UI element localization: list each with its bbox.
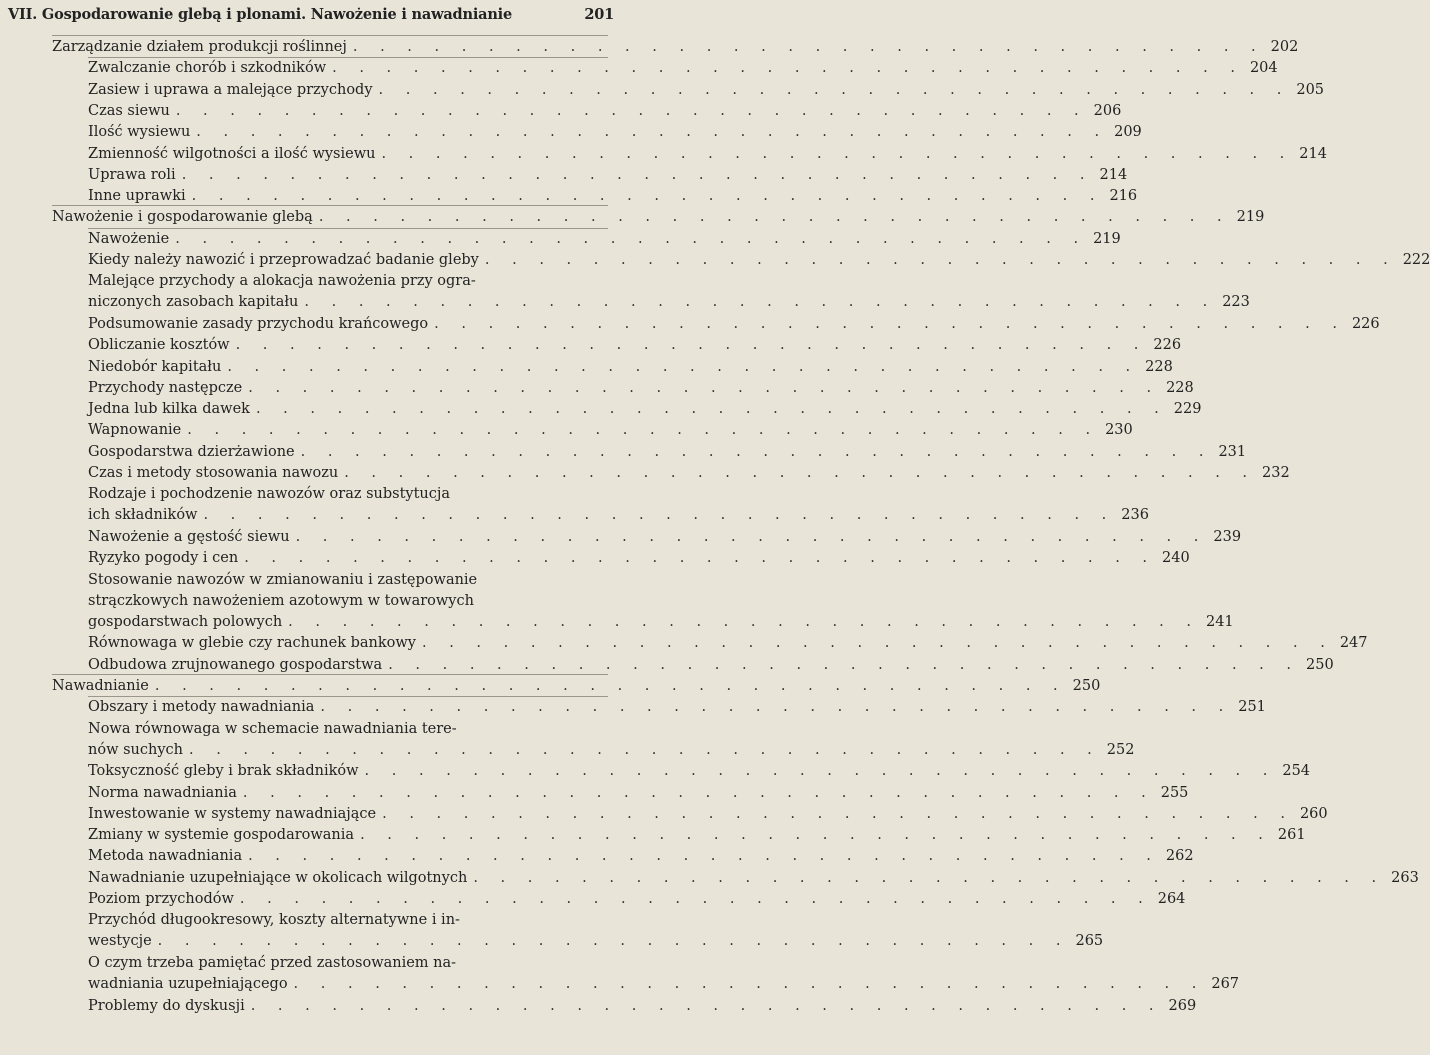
- toc-subsection-entry[interactable]: [88, 122, 1142, 143]
- section-rule: [52, 35, 608, 36]
- toc-entry-title: Zmiany w systemie gospodarowania: [88, 827, 355, 844]
- toc-entry-title: Inwestowanie w systemy nawadniające: [88, 805, 377, 822]
- chapter-title: VII. Gospodarowanie glebą i plonami. Nawożenie i nawadnianie: [8, 6, 513, 23]
- toc-entry-title: Problemy do dyskusji: [88, 997, 245, 1014]
- toc-entry-title: Przychód długookresowy, koszty alternatywne i in-: [88, 912, 460, 929]
- toc-entry-line: [88, 484, 608, 505]
- toc-entry-title: Ryzyko pogody i cen: [88, 550, 239, 567]
- toc-subsection-entry[interactable]: [88, 250, 1430, 271]
- toc-page-number: 226: [1153, 337, 1182, 354]
- toc-leader-dots: . . . . . . . . . . . . . . . . . . . . . . . . . . . . . . . . . .: [248, 848, 1160, 865]
- section-rule: [52, 674, 608, 675]
- toc-entry-title: Czas i metody stosowania nawozu: [88, 465, 339, 481]
- toc-subsection-entry[interactable]: [88, 953, 1240, 995]
- toc-entry-title: Kiedy należy nawozić i przeprowadzać badanie gleby: [88, 252, 479, 268]
- toc-page-number: 236: [1121, 507, 1149, 524]
- toc-page-number: 231: [1218, 443, 1247, 460]
- toc-entry-title: Norma nawadniania: [88, 784, 237, 801]
- toc-entry-title: Podsumowanie zasady przychodu krańcowego: [88, 315, 429, 332]
- toc-page-number: 209: [1114, 124, 1142, 141]
- toc-entry-line: [88, 165, 1128, 186]
- toc-subsection-entry[interactable]: [88, 357, 1173, 378]
- toc-leader-dots: . . . . . . . . . . . . . . . . . . . . . . . . . . . . . . . . . .: [191, 188, 1104, 205]
- toc-entry-title: Poziom przychodów: [88, 891, 234, 907]
- toc-subsection-entry[interactable]: [88, 570, 1234, 633]
- toc-subsection-entry[interactable]: [88, 910, 1104, 952]
- toc-leader-dots: . . . . . . . . . . . . . . . . . . . . . . . . . . . . . . . . . .: [181, 166, 1094, 183]
- toc-page-number: 250: [1072, 678, 1101, 694]
- toc-entry-line: [88, 953, 608, 974]
- chapter-page-number: 201: [584, 6, 614, 23]
- toc-subsection-entry[interactable]: [88, 719, 1135, 761]
- toc-leader-dots: . . . . . . . . . . . . . . . . . . . . . . . . . . . . . . . . . .: [388, 656, 1300, 673]
- toc-page-number: 230: [1105, 422, 1133, 439]
- toc-page-number: 254: [1282, 763, 1311, 780]
- toc-leader-dots: . . . . . . . . . . . . . . . . . . . . . . . . . . . . . . . . . .: [382, 805, 1294, 822]
- toc-leader-dots: . . . . . . . . . . . . . . . . . . . . . . . . . . . . . . . . . .: [422, 635, 1334, 652]
- toc-leader-dots: . . . . . . . . . . . . . . . . . . . . . . . . . . . . . . . . . .: [248, 379, 1161, 396]
- toc-leader-dots: . . . . . . . . . . . . . . . . . . . . . . . . . . . . . . . . . .: [484, 252, 1397, 268]
- toc-subsection-entry[interactable]: [88, 58, 1278, 79]
- toc-leader-dots: . . . . . . . . . . . . . . . . . . . . . . . . . . . . . . . . . .: [295, 528, 1208, 545]
- toc-leader-dots: . . . . . . . . . . . . . . . . . . . . . . . . . . . . . . . . . .: [157, 933, 1070, 950]
- chapter-heading: [8, 6, 614, 23]
- toc-leader-dots: . . . . . . . . . . . . . . . . . . . . . . . . . . . . . . . . . .: [364, 763, 1277, 780]
- toc-entry-line: [88, 633, 1368, 654]
- toc-entry-line: [88, 399, 1202, 420]
- toc-subsection-entry[interactable]: [88, 463, 1290, 484]
- toc-section-entry[interactable]: [52, 207, 1265, 228]
- toc-subsection-entry[interactable]: [88, 165, 1128, 186]
- toc-entry-title: Obliczanie kosztów: [88, 337, 230, 354]
- toc-subsection-entry[interactable]: [88, 527, 1242, 548]
- toc-entry-line: [88, 357, 1173, 378]
- toc-entry-title: Zasiew i uprawa a malejące przychody: [88, 81, 373, 98]
- toc-entry-line: [88, 783, 1189, 804]
- toc-entry-title: Odbudowa zrujnowanego gospodarstwa: [88, 656, 383, 673]
- toc-entry-title: Metoda nawadniania: [88, 848, 243, 865]
- toc-subsection-entry[interactable]: [88, 655, 1334, 676]
- toc-leader-dots: . . . . . . . . . . . . . . . . . . . . . . . . . . . . . . . . . .: [288, 613, 1200, 630]
- toc-entry-line: [88, 122, 1142, 143]
- toc-entry-title: Malejące przychody a alokacja nawożenia przy ogra-: [88, 273, 476, 290]
- toc-entry-line: [88, 825, 1306, 846]
- toc-subsection-entry[interactable]: [88, 548, 1190, 569]
- toc-leader-dots: . . . . . . . . . . . . . . . . . . . . . . . . . . . . . . . . . .: [381, 145, 1294, 162]
- toc-entry-line: [88, 292, 1250, 313]
- toc-subsection-entry[interactable]: [88, 825, 1306, 846]
- toc-entry-line: [88, 910, 608, 931]
- toc-page-number: 226: [1351, 315, 1380, 332]
- toc-subsection-entry[interactable]: [88, 420, 1133, 441]
- toc-leader-dots: . . . . . . . . . . . . . . . . . . . . . . . . . . . . . . . . . .: [235, 337, 1148, 354]
- toc-subsection-entry[interactable]: [88, 442, 1247, 463]
- toc-entry-line: [88, 740, 1135, 761]
- toc-entry-line: [88, 378, 1194, 399]
- toc-entry-title: O czym trzeba pamiętać przed zastosowaniem na-: [88, 954, 457, 971]
- toc-leader-dots: . . . . . . . . . . . . . . . . . . . . . . . . . . . . . . . . . .: [434, 315, 1346, 332]
- toc-subsection-entry[interactable]: [88, 783, 1189, 804]
- toc-subsection-entry[interactable]: [88, 889, 1186, 910]
- toc-leader-dots: . . . . . . . . . . . . . . . . . . . . . . . . . . . . . . . . . .: [242, 784, 1155, 801]
- toc-leader-dots: . . . . . . . . . . . . . . . . . . . . . . . . . . . . . . . . . .: [239, 891, 1152, 907]
- toc-subsection-entry[interactable]: [88, 80, 1325, 101]
- toc-entry-title: Jedna lub kilka dawek: [88, 401, 250, 418]
- toc-entry-line: [88, 868, 1419, 889]
- toc-leader-dots: . . . . . . . . . . . . . . . . . . . . . . . . . . . . . . . . . .: [175, 102, 1088, 119]
- toc-entry-title: Zarządzanie działem produkcji roślinnej: [52, 39, 347, 55]
- toc-entry-title: westycje: [88, 933, 152, 950]
- toc-page-number: 269: [1168, 997, 1197, 1014]
- toc-entry-title: strączkowych nawożeniem azotowym w towarowych: [88, 592, 474, 609]
- toc-page-number: 216: [1109, 188, 1138, 205]
- toc-subsection-entry[interactable]: [88, 633, 1368, 654]
- toc-page-number: 251: [1238, 699, 1266, 716]
- toc-entry-title: nów suchych: [88, 741, 183, 758]
- toc-entry-line: [88, 144, 1327, 165]
- toc-entry-line: [88, 186, 1138, 207]
- toc-page-number: 252: [1106, 741, 1135, 758]
- subsection-rule: [88, 57, 608, 58]
- toc-leader-dots: . . . . . . . . . . . . . . . . . . . . . . . . . . . . . . . . . .: [352, 39, 1265, 55]
- toc-entry-title: Czas siewu: [88, 102, 170, 119]
- toc-entry-title: ich składników: [88, 507, 198, 524]
- toc-leader-dots: . . . . . . . . . . . . . . . . . . . . . . . . . . . . . . . . . .: [154, 678, 1067, 694]
- toc-entry-line: [88, 314, 1380, 335]
- toc-leader-dots: . . . . . . . . . . . . . . . . . . . . . . . . . . . . . . . . . .: [332, 60, 1244, 77]
- toc-page-number: 204: [1249, 60, 1278, 77]
- toc-entry-line: [88, 804, 1328, 825]
- toc-entry-line: [88, 58, 1278, 79]
- toc-page-number: 264: [1157, 891, 1186, 907]
- toc-leader-dots: . . . . . . . . . . . . . . . . . . . . . . . . . . . . . . . . . .: [227, 358, 1140, 375]
- toc-section-entry[interactable]: [52, 676, 1101, 697]
- toc-entry-line: [88, 719, 608, 740]
- toc-entry-line: [88, 442, 1247, 463]
- toc-subsection-entry[interactable]: [88, 314, 1380, 335]
- toc-entry-title: Nawożenie a gęstość siewu: [88, 528, 290, 545]
- toc-leader-dots: . . . . . . . . . . . . . . . . . . . . . . . . . . . . . . . . . .: [473, 869, 1386, 886]
- toc-leader-dots: . . . . . . . . . . . . . . . . . . . . . . . . . . . . . . . . . .: [360, 827, 1272, 844]
- section-rule: [52, 205, 608, 206]
- toc-entry-line: [88, 931, 1104, 952]
- toc-leader-dots: . . . . . . . . . . . . . . . . . . . . . . . . . . . . . . . . . .: [250, 997, 1163, 1014]
- toc-entry-title: Zmienność wilgotności a ilość wysiewu: [88, 145, 376, 162]
- toc-leader-dots: . . . . . . . . . . . . . . . . . . . . . . . . . . . . . . . . . .: [378, 81, 1291, 98]
- toc-entry-title: Nawadnianie uzupełniające w okolicach wilgotnych: [88, 869, 468, 886]
- toc-page-number: 202: [1270, 39, 1299, 55]
- toc-entry-line: [88, 761, 1311, 782]
- toc-page-number: 262: [1165, 848, 1194, 865]
- toc-entry-title: Wapnowanie: [88, 422, 182, 439]
- toc-entry-title: Nawadnianie: [52, 678, 149, 694]
- toc-entry-line: [88, 889, 1186, 910]
- toc-entry-title: Uprawa roli: [88, 166, 176, 183]
- toc-leader-dots: . . . . . . . . . . . . . . . . . . . . . . . . . . . . . . . . . .: [175, 230, 1088, 247]
- toc-page-number: 232: [1262, 465, 1290, 481]
- toc-entry-line: [88, 570, 608, 591]
- toc-subsection-entry[interactable]: [88, 761, 1311, 782]
- toc-entry-line: [88, 271, 608, 292]
- toc-entry-line: [52, 37, 1299, 58]
- toc-entry-title: Nawożenie: [88, 230, 170, 247]
- toc-entry-line: [88, 697, 1266, 718]
- toc-entry-title: wadniania uzupełniającego: [88, 975, 288, 992]
- toc-subsection-entry[interactable]: [88, 399, 1202, 420]
- toc-page-number: 214: [1299, 145, 1327, 162]
- toc-page-number: 206: [1093, 102, 1122, 119]
- toc-leader-dots: . . . . . . . . . . . . . . . . . . . . . . . . . . . . . . . . . .: [318, 209, 1231, 226]
- toc-page-number: 261: [1277, 827, 1306, 844]
- toc-page-number: 219: [1236, 209, 1265, 226]
- toc-page-number: 240: [1162, 550, 1190, 567]
- toc-entry-title: Stosowanie nawozów w zmianowaniu i zastępowanie: [88, 571, 478, 588]
- toc-entry-line: [88, 101, 1122, 122]
- toc-leader-dots: . . . . . . . . . . . . . . . . . . . . . . . . . . . . . . . . . .: [255, 401, 1168, 418]
- toc-entry-title: Rodzaje i pochodzenie nawozów oraz substytucja: [88, 486, 451, 503]
- toc-subsection-entry[interactable]: [88, 271, 1250, 313]
- toc-entry-title: Toksyczność gleby i brak składników: [88, 763, 359, 780]
- toc-leader-dots: . . . . . . . . . . . . . . . . . . . . . . . . . . . . . . . . . .: [244, 550, 1157, 567]
- toc-subsection-entry[interactable]: [88, 697, 1266, 718]
- toc-entry-line: [52, 207, 1265, 228]
- toc-page-number: 223: [1222, 294, 1250, 311]
- toc-entry-title: Przychody następcze: [88, 379, 243, 396]
- subsection-rule: [88, 696, 608, 697]
- toc-leader-dots: . . . . . . . . . . . . . . . . . . . . . . . . . . . . . . . . . .: [196, 124, 1109, 141]
- toc-page-number: 241: [1205, 613, 1234, 630]
- toc-subsection-entry[interactable]: [88, 335, 1182, 356]
- toc-entry-title: Niedobór kapitału: [88, 358, 222, 375]
- toc-entry-title: Ilość wysiewu: [88, 124, 191, 141]
- toc-entry-line: [88, 655, 1334, 676]
- toc-entry-line: [88, 229, 1121, 250]
- toc-leader-dots: . . . . . . . . . . . . . . . . . . . . . . . . . . . . . . . . . .: [188, 741, 1101, 758]
- toc-entry-line: [88, 335, 1182, 356]
- toc-page-number: 229: [1173, 401, 1202, 418]
- toc-entry-line: [88, 80, 1325, 101]
- toc-page-number: 255: [1160, 784, 1189, 801]
- toc-leader-dots: . . . . . . . . . . . . . . . . . . . . . . . . . . . . . . . . . .: [187, 422, 1100, 439]
- toc-page-number: 265: [1075, 933, 1104, 950]
- toc-leader-dots: . . . . . . . . . . . . . . . . . . . . . . . . . . . . . . . . . .: [304, 294, 1217, 311]
- toc-subsection-entry[interactable]: [88, 804, 1328, 825]
- toc-subsection-entry[interactable]: [88, 186, 1138, 207]
- toc-entry-line: [88, 420, 1133, 441]
- toc-entry-title: niczonych zasobach kapitału: [88, 294, 299, 311]
- toc-page-number: 219: [1093, 230, 1121, 247]
- toc-subsection-entry[interactable]: [88, 144, 1327, 165]
- toc-entry-title: Gospodarstwa dzierżawione: [88, 443, 295, 460]
- toc-entry-line: [52, 676, 1101, 697]
- toc-subsection-entry[interactable]: [88, 996, 1197, 1017]
- toc-page-number: 205: [1296, 81, 1325, 98]
- subsection-rule: [88, 228, 608, 229]
- toc-page-number: 260: [1299, 805, 1328, 822]
- toc-entry-title: Nowa równowaga w schemacie nawadniania tere-: [88, 720, 457, 737]
- toc-subsection-entry[interactable]: [88, 101, 1122, 122]
- toc-leader-dots: . . . . . . . . . . . . . . . . . . . . . . . . . . . . . . . . . .: [293, 975, 1206, 992]
- toc-page-number: 263: [1391, 869, 1419, 886]
- toc-entry-line: [88, 505, 1149, 526]
- toc-leader-dots: . . . . . . . . . . . . . . . . . . . . . . . . . . . . . . . . . .: [203, 507, 1116, 524]
- toc-page-number: 239: [1213, 528, 1242, 545]
- toc-entry-title: Równowaga w glebie czy rachunek bankowy: [88, 635, 416, 652]
- toc-entry-line: [88, 612, 1234, 633]
- toc-subsection-entry[interactable]: [88, 868, 1419, 889]
- toc-entry-title: Inne uprawki: [88, 188, 186, 205]
- toc-entry-line: [88, 591, 608, 612]
- toc-entry-title: Zwalczanie chorób i szkodników: [88, 60, 327, 77]
- toc-entry-title: Obszary i metody nawadniania: [88, 699, 315, 716]
- toc-subsection-entry[interactable]: [88, 229, 1121, 250]
- toc-leader-dots: . . . . . . . . . . . . . . . . . . . . . . . . . . . . . . . . . .: [300, 443, 1213, 460]
- toc-page-number: 214: [1099, 166, 1128, 183]
- toc-entry-line: [88, 527, 1242, 548]
- toc-entry-title: gospodarstwach polowych: [88, 613, 283, 630]
- toc-entry-line: [88, 548, 1190, 569]
- toc-page-number: 228: [1145, 358, 1173, 375]
- toc-subsection-entry[interactable]: [88, 378, 1194, 399]
- toc-entry-line: [88, 846, 1194, 867]
- toc-subsection-entry[interactable]: [88, 484, 1149, 526]
- toc-page-number: 250: [1306, 656, 1334, 673]
- toc-entry-line: [88, 996, 1197, 1017]
- toc-leader-dots: . . . . . . . . . . . . . . . . . . . . . . . . . . . . . . . . . .: [320, 699, 1233, 716]
- toc-entry-line: [88, 463, 1290, 484]
- toc-section-entry[interactable]: [52, 37, 1299, 58]
- toc-page-number: 222: [1402, 252, 1430, 268]
- toc-entry-line: [88, 250, 1430, 271]
- toc-leader-dots: . . . . . . . . . . . . . . . . . . . . . . . . . . . . . . . . . .: [344, 465, 1257, 481]
- toc-entry-line: [88, 974, 1240, 995]
- toc-subsection-entry[interactable]: [88, 846, 1194, 867]
- toc-page-number: 228: [1166, 379, 1194, 396]
- toc-page-number: 267: [1211, 975, 1240, 992]
- toc-page-number: 247: [1339, 635, 1368, 652]
- toc-entry-title: Nawożenie i gospodarowanie glebą: [52, 209, 313, 226]
